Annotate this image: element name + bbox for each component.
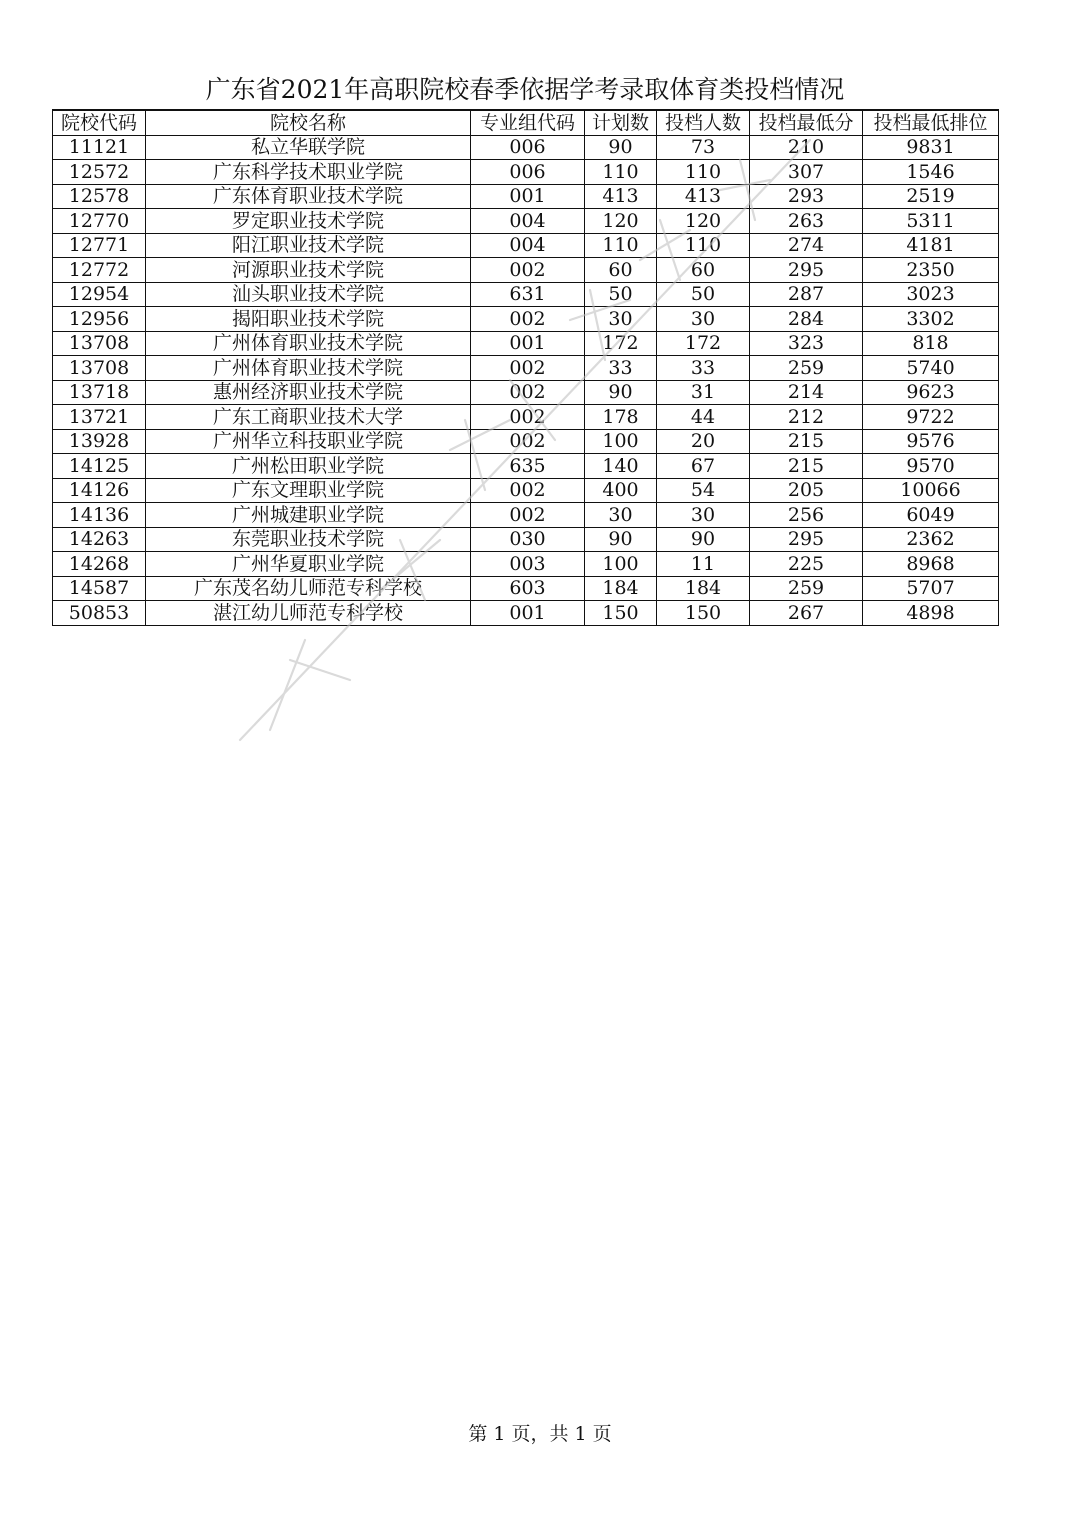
cell-school-name: 广州体育职业技术学院 [146, 331, 471, 356]
cell-school-name: 广东科学技术职业学院 [146, 160, 471, 185]
header-min-score: 投档最低分 [750, 110, 863, 135]
table-row [53, 576, 999, 601]
cell-major-group-code: 002 [471, 405, 585, 430]
header-min-rank: 投档最低排位 [863, 110, 999, 135]
cell-school-code: 13708 [53, 356, 146, 381]
cell-min-score: 214 [750, 380, 863, 405]
cell-admitted-count: 413 [657, 184, 750, 209]
cell-school-code: 12771 [53, 233, 146, 258]
cell-min-rank: 2519 [863, 184, 999, 209]
table-row [53, 429, 999, 454]
cell-school-code: 12772 [53, 258, 146, 283]
cell-school-name: 揭阳职业技术学院 [146, 307, 471, 332]
table-row [53, 356, 999, 381]
cell-min-score: 267 [750, 601, 863, 626]
cell-school-code: 14125 [53, 454, 146, 479]
cell-major-group-code: 002 [471, 258, 585, 283]
cell-plan-count: 90 [585, 135, 657, 160]
header-school-code: 院校代码 [53, 110, 146, 135]
cell-admitted-count: 33 [657, 356, 750, 381]
cell-min-score: 215 [750, 429, 863, 454]
cell-major-group-code: 004 [471, 209, 585, 234]
cell-min-score: 284 [750, 307, 863, 332]
cell-admitted-count: 120 [657, 209, 750, 234]
table-row [53, 282, 999, 307]
cell-min-rank: 6049 [863, 503, 999, 528]
cell-plan-count: 33 [585, 356, 657, 381]
table-header-row [53, 110, 999, 135]
cell-school-code: 13718 [53, 380, 146, 405]
cell-school-code: 14136 [53, 503, 146, 528]
cell-school-name: 广东体育职业技术学院 [146, 184, 471, 209]
header-admitted-count: 投档人数 [657, 110, 750, 135]
cell-min-rank: 4181 [863, 233, 999, 258]
cell-plan-count: 413 [585, 184, 657, 209]
cell-plan-count: 110 [585, 233, 657, 258]
page-footer: 第 1 页，共 1 页 [468, 1423, 612, 1445]
cell-school-code: 14126 [53, 478, 146, 503]
cell-major-group-code: 004 [471, 233, 585, 258]
cell-school-code: 12956 [53, 307, 146, 332]
cell-min-score: 212 [750, 405, 863, 430]
cell-plan-count: 172 [585, 331, 657, 356]
cell-min-score: 307 [750, 160, 863, 185]
cell-min-rank: 8968 [863, 552, 999, 577]
cell-major-group-code: 030 [471, 527, 585, 552]
cell-plan-count: 110 [585, 160, 657, 185]
table-row [53, 233, 999, 258]
cell-admitted-count: 67 [657, 454, 750, 479]
cell-plan-count: 120 [585, 209, 657, 234]
cell-min-score: 323 [750, 331, 863, 356]
cell-admitted-count: 90 [657, 527, 750, 552]
cell-school-code: 12770 [53, 209, 146, 234]
cell-min-score: 215 [750, 454, 863, 479]
cell-school-name: 广州松田职业学院 [146, 454, 471, 479]
cell-admitted-count: 172 [657, 331, 750, 356]
cell-plan-count: 60 [585, 258, 657, 283]
table-row [53, 380, 999, 405]
admission-table [52, 109, 999, 626]
cell-school-name: 湛江幼儿师范专科学校 [146, 601, 471, 626]
cell-min-rank: 2350 [863, 258, 999, 283]
cell-admitted-count: 31 [657, 380, 750, 405]
cell-min-rank: 5707 [863, 576, 999, 601]
cell-plan-count: 30 [585, 503, 657, 528]
table-body [53, 135, 999, 625]
cell-min-score: 259 [750, 356, 863, 381]
cell-major-group-code: 603 [471, 576, 585, 601]
cell-min-score: 263 [750, 209, 863, 234]
cell-school-code: 13708 [53, 331, 146, 356]
cell-major-group-code: 001 [471, 601, 585, 626]
table-row [53, 307, 999, 332]
cell-school-code: 13721 [53, 405, 146, 430]
cell-min-rank: 818 [863, 331, 999, 356]
cell-school-code: 50853 [53, 601, 146, 626]
table-row [53, 160, 999, 185]
header-plan-count: 计划数 [585, 110, 657, 135]
cell-min-rank: 10066 [863, 478, 999, 503]
cell-min-score: 287 [750, 282, 863, 307]
cell-min-rank: 3023 [863, 282, 999, 307]
cell-min-rank: 1546 [863, 160, 999, 185]
cell-school-code: 11121 [53, 135, 146, 160]
cell-admitted-count: 184 [657, 576, 750, 601]
cell-school-name: 惠州经济职业技术学院 [146, 380, 471, 405]
table-row [53, 527, 999, 552]
cell-min-rank: 9831 [863, 135, 999, 160]
cell-major-group-code: 002 [471, 503, 585, 528]
cell-major-group-code: 002 [471, 356, 585, 381]
cell-min-score: 225 [750, 552, 863, 577]
cell-min-rank: 3302 [863, 307, 999, 332]
cell-school-name: 广东文理职业学院 [146, 478, 471, 503]
cell-major-group-code: 002 [471, 429, 585, 454]
cell-admitted-count: 20 [657, 429, 750, 454]
cell-major-group-code: 002 [471, 380, 585, 405]
cell-min-rank: 5740 [863, 356, 999, 381]
cell-school-name: 广州体育职业技术学院 [146, 356, 471, 381]
table-row [53, 184, 999, 209]
cell-school-code: 14268 [53, 552, 146, 577]
cell-major-group-code: 635 [471, 454, 585, 479]
cell-school-code: 13928 [53, 429, 146, 454]
cell-school-name: 河源职业技术学院 [146, 258, 471, 283]
cell-school-name: 东莞职业技术学院 [146, 527, 471, 552]
cell-school-name: 广州城建职业学院 [146, 503, 471, 528]
cell-admitted-count: 73 [657, 135, 750, 160]
cell-school-code: 14587 [53, 576, 146, 601]
cell-min-score: 293 [750, 184, 863, 209]
cell-min-score: 295 [750, 527, 863, 552]
cell-plan-count: 400 [585, 478, 657, 503]
cell-admitted-count: 30 [657, 307, 750, 332]
table-row [53, 258, 999, 283]
cell-admitted-count: 44 [657, 405, 750, 430]
cell-admitted-count: 54 [657, 478, 750, 503]
cell-school-code: 12954 [53, 282, 146, 307]
cell-plan-count: 150 [585, 601, 657, 626]
cell-admitted-count: 150 [657, 601, 750, 626]
cell-min-score: 256 [750, 503, 863, 528]
table-row [53, 209, 999, 234]
cell-min-score: 210 [750, 135, 863, 160]
cell-min-score: 295 [750, 258, 863, 283]
table-row [53, 478, 999, 503]
cell-plan-count: 90 [585, 380, 657, 405]
cell-school-code: 12578 [53, 184, 146, 209]
cell-plan-count: 50 [585, 282, 657, 307]
cell-plan-count: 100 [585, 552, 657, 577]
cell-min-rank: 5311 [863, 209, 999, 234]
cell-major-group-code: 002 [471, 478, 585, 503]
cell-min-rank: 9570 [863, 454, 999, 479]
cell-min-rank: 9576 [863, 429, 999, 454]
cell-school-name: 私立华联学院 [146, 135, 471, 160]
cell-major-group-code: 001 [471, 331, 585, 356]
cell-admitted-count: 110 [657, 233, 750, 258]
cell-major-group-code: 006 [471, 160, 585, 185]
cell-school-code: 12572 [53, 160, 146, 185]
cell-admitted-count: 110 [657, 160, 750, 185]
cell-major-group-code: 001 [471, 184, 585, 209]
cell-min-score: 274 [750, 233, 863, 258]
table-row [53, 552, 999, 577]
cell-plan-count: 90 [585, 527, 657, 552]
table-row [53, 135, 999, 160]
cell-plan-count: 184 [585, 576, 657, 601]
cell-min-rank: 4898 [863, 601, 999, 626]
cell-min-score: 259 [750, 576, 863, 601]
cell-admitted-count: 60 [657, 258, 750, 283]
cell-school-name: 阳江职业技术学院 [146, 233, 471, 258]
cell-min-score: 205 [750, 478, 863, 503]
document-title: 广东省2021年高职院校春季依据学考录取体育类投档情况 [205, 75, 845, 104]
cell-admitted-count: 11 [657, 552, 750, 577]
header-school-name: 院校名称 [146, 110, 471, 135]
cell-major-group-code: 002 [471, 307, 585, 332]
table-row [53, 503, 999, 528]
cell-school-name: 汕头职业技术学院 [146, 282, 471, 307]
cell-major-group-code: 003 [471, 552, 585, 577]
cell-min-rank: 9623 [863, 380, 999, 405]
cell-school-name: 广东茂名幼儿师范专科学校 [146, 576, 471, 601]
cell-plan-count: 30 [585, 307, 657, 332]
cell-min-rank: 2362 [863, 527, 999, 552]
cell-major-group-code: 631 [471, 282, 585, 307]
cell-plan-count: 140 [585, 454, 657, 479]
cell-major-group-code: 006 [471, 135, 585, 160]
cell-plan-count: 100 [585, 429, 657, 454]
cell-school-code: 14263 [53, 527, 146, 552]
cell-school-name: 广东工商职业技术大学 [146, 405, 471, 430]
cell-min-rank: 9722 [863, 405, 999, 430]
table-row [53, 331, 999, 356]
header-major-group-code: 专业组代码 [471, 110, 585, 135]
table-row [53, 405, 999, 430]
table-row [53, 601, 999, 626]
cell-school-name: 罗定职业技术学院 [146, 209, 471, 234]
cell-admitted-count: 30 [657, 503, 750, 528]
cell-admitted-count: 50 [657, 282, 750, 307]
cell-school-name: 广州华立科技职业学院 [146, 429, 471, 454]
cell-school-name: 广州华夏职业学院 [146, 552, 471, 577]
table-row [53, 454, 999, 479]
cell-plan-count: 178 [585, 405, 657, 430]
